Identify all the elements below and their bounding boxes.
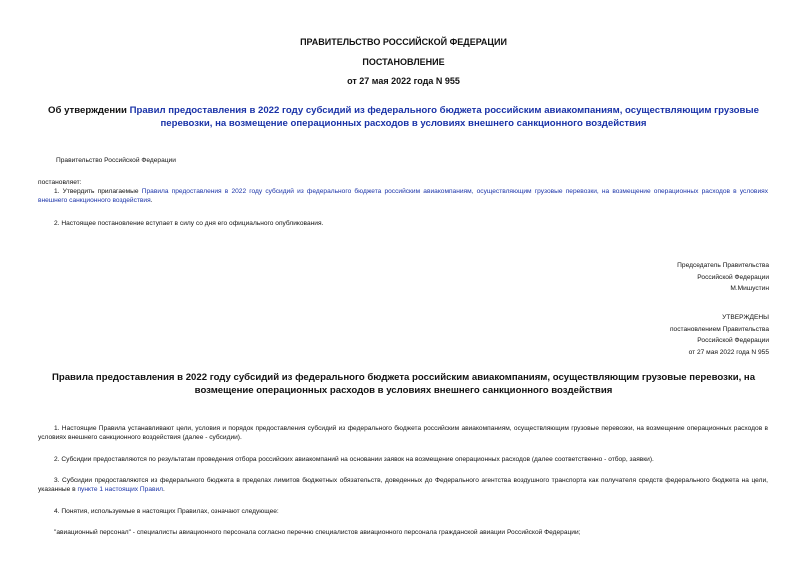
rules-paragraph-1: 1. Настоящие Правила устанавливают цели, условия и порядок предоставления субсидий из федерального бюджета российским авиакомпаниям, осуществляющим грузовые перевозки, на возмещение операционных расходов в условиях внешнего санкционного воздействия (далее - субсидии).	[38, 425, 768, 441]
approval-resolution: постановлением Правительства	[669, 325, 769, 333]
resolves-text: постановляет:	[38, 179, 82, 186]
approval-heading: УТВЕРЖДЕНЫ	[722, 314, 769, 321]
signature-federation: Российской Федерации	[697, 273, 769, 281]
intro-text: Правительство Российской Федерации	[56, 157, 176, 164]
document-title	[36, 104, 771, 130]
rules-p3-suffix: .	[163, 486, 165, 493]
approval-federation: Российской Федерации	[697, 337, 769, 344]
signature-block	[469, 260, 769, 295]
rules-p3-link[interactable]: пункте 1 настоящих Правил	[77, 486, 164, 493]
item-2-paragraph: 2. Настоящее постановление вступает в силу со дня его официального опубликования.	[54, 220, 324, 227]
signature-name: М.Мишустин	[730, 285, 769, 292]
rules-paragraph-2: 2. Субсидии предоставляются по результатам проведения отбора российских авиакомпаний на основании заявок на возмещение операционных расходов (далее соответственно - отбор, заявки).	[54, 456, 654, 463]
rules-paragraph-4: 4. Понятия, используемые в настоящих Правилах, означают следующее:	[54, 508, 279, 515]
item-1-paragraph	[38, 187, 768, 205]
title-prefix: Об утверждении	[48, 105, 130, 116]
rules-title: Правила предоставления в 2022 году субсидий из федерального бюджета российским авиакомпаниям, осуществляющим грузовые перевозки, на возмещение операционных расходов в условиях внешнего санкционного воздействия	[51, 372, 756, 396]
government-heading: ПРАВИТЕЛЬСТВО РОССИЙСКОЙ ФЕДЕРАЦИИ	[300, 37, 507, 47]
document-date-number: от 27 мая 2022 года N 955	[347, 76, 460, 86]
rules-p3-text: 3. Субсидии предоставляются из федерального бюджета в пределах лимитов бюджетных обязательств, доведенных до Федерального агентства воздушного транспорта как получателя средств федерального бюджета на цели, указанные в	[38, 477, 768, 493]
approval-date: от 27 мая 2022 года N 955	[688, 348, 769, 356]
rules-paragraph-5: "авиационный персонал" - специалисты авиационного персонала согласно перечню специалистов авиационного персонала гражданской авиации Российской Федерации;	[54, 529, 581, 536]
approval-block	[469, 312, 769, 358]
item-1-prefix: 1. Утвердить прилагаемые	[54, 188, 142, 195]
item-1-suffix: .	[150, 197, 153, 204]
item-1-rules-link[interactable]: Правила предоставления в 2022 году субсидий из федерального бюджета российским авиакомпаниям, осуществляющим грузовые перевозки, на возмещение операционных расходов в условиях внешнего санкционного воздействия	[38, 188, 768, 204]
title-rules-link[interactable]: Правил предоставления в 2022 году субсидий из федерального бюджета российским авиакомпаниям, осуществляющим грузовые перевозки, на возмещение операционных расходов в условиях внешнего санкционного воздействия	[129, 105, 759, 129]
rules-paragraph-3	[38, 476, 768, 494]
signature-position: Председатель Правительства	[677, 262, 769, 269]
document-type-heading: ПОСТАНОВЛЕНИЕ	[362, 57, 445, 67]
